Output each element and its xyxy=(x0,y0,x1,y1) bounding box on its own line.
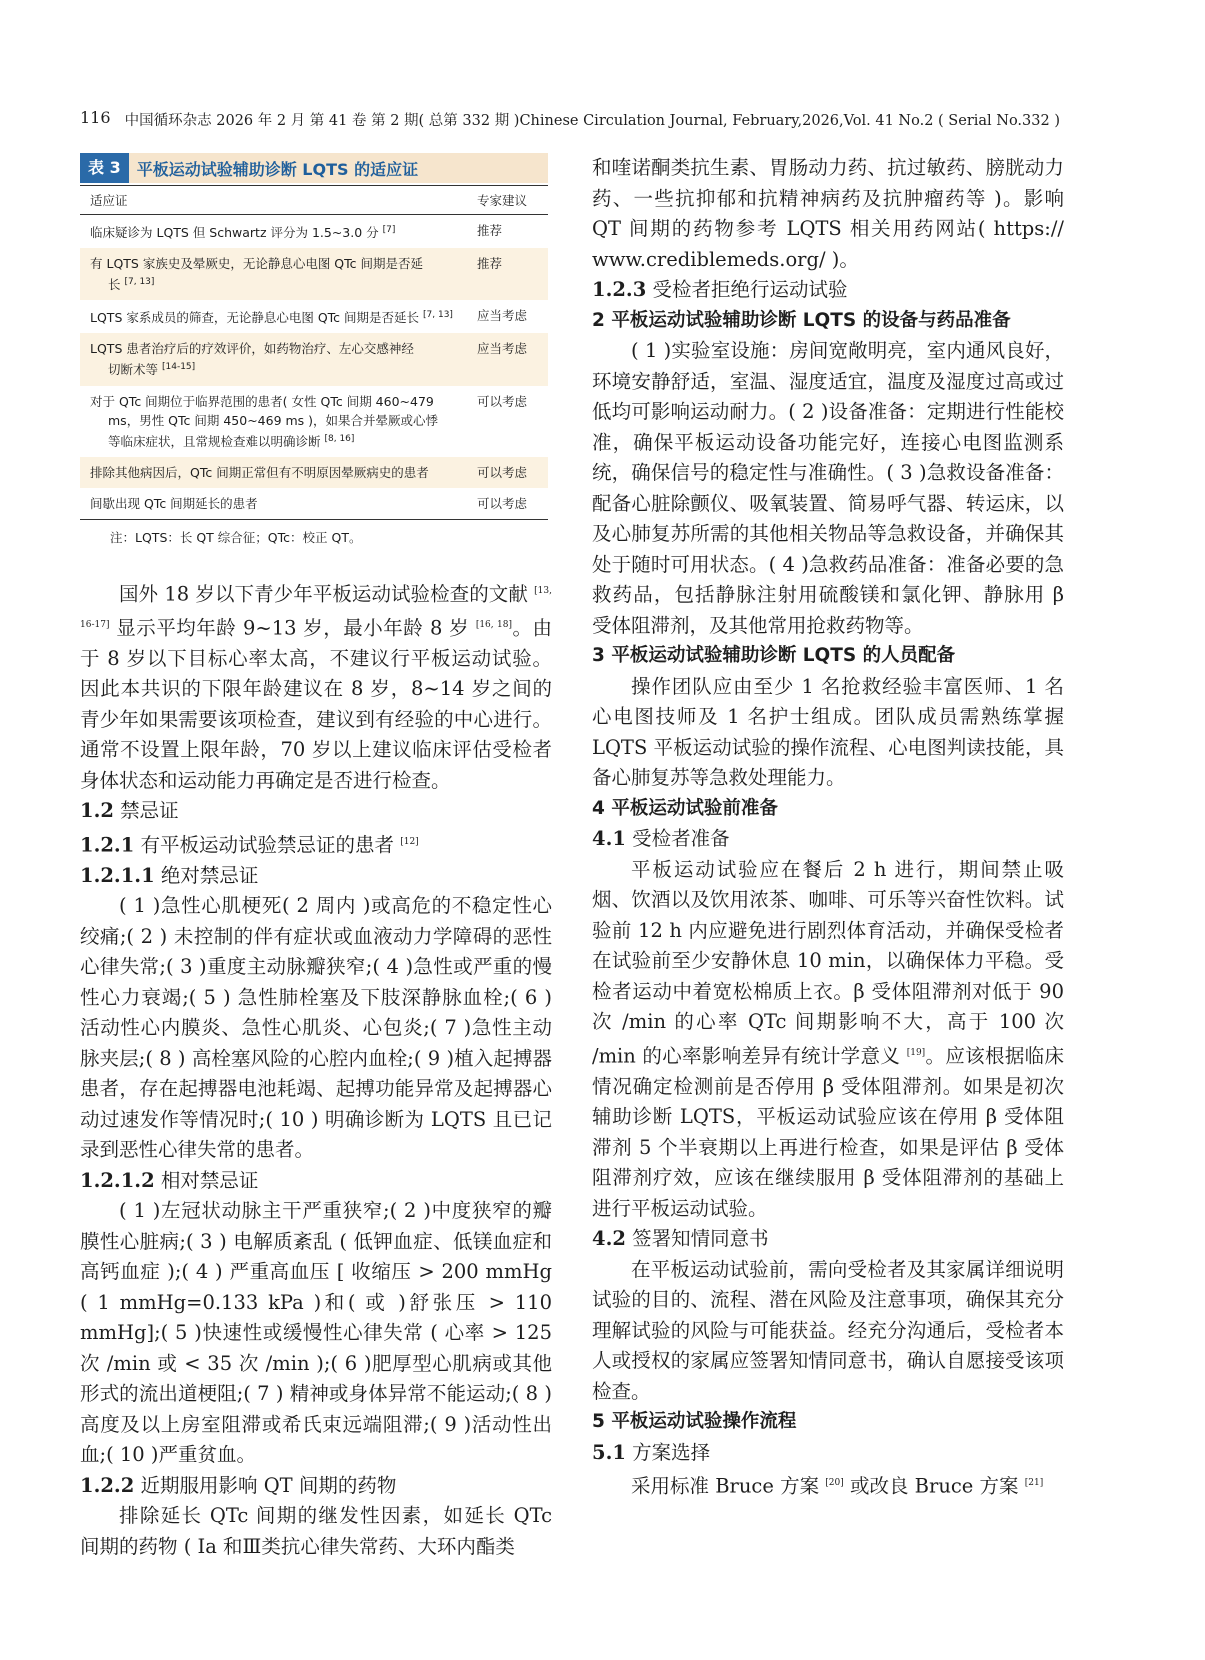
citation: [12] xyxy=(400,836,419,847)
section-heading: 5 平板运动试验操作流程 xyxy=(592,1411,797,1432)
indication-table xyxy=(80,153,548,546)
table-row xyxy=(80,488,548,519)
journal-citation: 中国循环杂志 2026 年 2 月 第 41 卷 第 2 期( 总第 332 期 )Chinese Circulation Journal, February,2026,Vol. 41 No.2 ( Serial No.332 ) xyxy=(124,113,1060,129)
table-row xyxy=(80,215,548,248)
citation: [8, 16] xyxy=(324,433,355,444)
recommendation: 可以考虑 xyxy=(477,495,528,511)
paragraph: ( 1 )实验室设施：房间宽敞明亮，室内通风良好，环境安静舒适，室温、湿度适宜，温度及湿度过高或过低均可影响运动耐力。( 2 )设备准备：定期进行性能校准，确保平板运动设备功能完好，连接心电图监测系统，确保信号的稳定性与准确性。( 3 )急救设备准备：配备心脏除颤仪、吸氧装置、简易呼气器、转运床，以及心肺复苏所需的其他相关物品等急救设备，并确保其处于随时可用状态。( 4 )急救药品准备：准备必要的急救药品，包括静脉注射用硫酸镁和氯化钾、静脉用 β 受体阻滞剂，及其他常用抢救药物等。 xyxy=(592,339,1064,637)
citation: [21] xyxy=(1024,1478,1044,1488)
recommendation: 可以考虑 xyxy=(477,464,528,480)
paragraph: ( 1 )急性心肌梗死( 2 周内 )或高危的不稳定性心绞痛;( 2 ) 未控制的伴有症状或血液动力学障碍的恶性心律失常;( 3 )重度主动脉瓣狭窄;( 4 )急性或严重的慢性心力衰竭;( 5 ) 急性肺栓塞及下肢深静脉血栓;( 6 ) 活动性心内膜炎、急性心肌炎、心包炎;( 7 )急性主动脉夹层;( 8 ) 高栓塞风险的心腔内血栓;( 9 )植入起搏器患者，存在起搏器电池耗竭、起搏功能异常及起搏器心动过速发作等情况时;( 10 ) 明确诊断为 LQTS 且已记录到恶性心律失常的患者。 xyxy=(80,894,552,1162)
recommendation: 应当考虑 xyxy=(477,308,528,324)
citation: [19] xyxy=(906,1047,926,1058)
table-header-row xyxy=(80,185,548,215)
section-heading: 1.2 禁忌证 xyxy=(80,799,179,823)
citation: [7, 13] xyxy=(124,277,155,288)
indication-text-cont: 切断术等 xyxy=(108,362,159,378)
section-heading: 1.2.2 近期服用影响 QT 间期的药物 xyxy=(80,1473,397,1497)
section-heading: 1.2.1.1 绝对禁忌证 xyxy=(80,863,259,887)
table-title: 平板运动试验辅助诊断 LQTS 的适应证 xyxy=(136,159,419,179)
citation: [7, 13] xyxy=(423,310,453,321)
recommendation: 推荐 xyxy=(477,256,503,272)
table-row xyxy=(80,333,548,385)
indication-text: 对于 QTc 间期位于临界范围的患者( 女性 QTc 间期 460~479 xyxy=(90,393,434,409)
paragraph: ( 1 )左冠状动脉主干严重狭窄;( 2 )中度狭窄的瓣膜性心脏病;( 3 ) 电解质紊乱 ( 低钾血症、低镁血症和高钙血症 );( 4 ) 严重高血压 [ 收缩压 > 200 mmHg ( 1 mmHg=0.133 kPa )和( 或 )舒张压 > 110 mmHg];( 5 )快速性或缓慢性心律失常 ( 心率 > 125 次 /min 或 < 35 次 /min );( 6 )肥厚型心肌病或其他形式的流出道梗阻;( 7 ) 精神或身体异常不能运动;( 8 ) 高度及以上房室阻滞或希氏束远端阻滞;( 9 )活动性出血;( 10 )严重贫血。 xyxy=(80,1199,552,1467)
right-column xyxy=(592,153,1064,1502)
section-heading: 4.1 受检者准备 xyxy=(592,827,730,850)
recommendation: 应当考虑 xyxy=(477,341,528,357)
col-header-recommendation: 专家建议 xyxy=(477,193,528,208)
paragraph: 平板运动试验应在餐后 2 h 进行，期间禁止吸烟、饮酒以及饮用浓茶、咖啡、可乐等兴奋性饮料。试验前 12 h 内应避免进行剧烈体育活动，并确保受检者在试验前至少安静休息 10 min，以确保体力平稳。受检者运动中着宽松棉质上衣。β 受体阻滞剂对低于 90 次 /min 的心率 QTc 间期影响不大，高于 100 次 /min 的心率影响差异有统计学意义 [19]。应该根据临床情况确定检测前是否停用 β 受体阻滞剂。如果是初次辅助诊断 LQTS，平板运动试验应该在停用 β 受体阻滞剂 5 个半衰期以上再进行检查，如果是评估 β 受体阻滞剂疗效，应该在继续服用 β 受体阻滞剂的基础上进行平板运动试验。 xyxy=(592,857,1064,1220)
indication-text: LQTS 患者治疗后的疗效评价，如药物治疗、左心交感神经 xyxy=(90,341,414,357)
citation: [16, 18] xyxy=(475,619,512,630)
indication-text: LQTS 家系成员的筛查，无论静息心电图 QTc 间期是否延长 xyxy=(90,310,420,326)
section-heading: 1.2.1 有平板运动试验禁忌证的患者 [12] xyxy=(80,833,419,857)
table-row xyxy=(80,248,548,300)
paragraph: 采用标准 Bruce 方案 [20] 或改良 Bruce 方案 [21] xyxy=(631,1474,1044,1498)
paragraph: 操作团队应由至少 1 名抢救经验丰富医师、1 名心电图技师及 1 名护士组成。团队成员需熟练掌握 LQTS 平板运动试验的操作流程、心电图判读技能，具备心肺复苏等急救处理能力。 xyxy=(592,674,1064,789)
citation: [14-15] xyxy=(162,362,196,373)
indication-text-cont: ms，男性 QTc 间期 450~469 ms )，如果合并晕厥或心悸 xyxy=(108,412,439,428)
indication-text: 间歇出现 QTc 间期延长的患者 xyxy=(90,495,258,511)
paragraph: 国外 18 岁以下青少年平板运动试验检查的文献 [13, 16-17] 显示平均年龄 9~13 岁，最小年龄 8 岁 [16, 18]。由于 8 岁以下目标心率太高，不建议行平板运动试验。因此本共识的下限年龄建议在 8 岁，8~14 岁之间的青少年如果需要该项检查，建议到有经验的中心进行。通常不设置上限年龄，70 岁以上建议临床评估受检者身体状态和运动能力再确定是否进行检查。 xyxy=(80,582,553,792)
table-caption xyxy=(80,153,548,183)
citation: [20] xyxy=(825,1478,844,1488)
section-heading: 1.2.3 受检者拒绝行运动试验 xyxy=(592,278,848,301)
section-heading: 3 平板运动试验辅助诊断 LQTS 的人员配备 xyxy=(592,645,956,666)
table-row xyxy=(80,386,548,457)
paragraph: 和喹诺酮类抗生素、胃肠动力药、抗过敏药、膀胱动力药、一些抗抑郁和抗精神病药及抗肿瘤药等 )。影响 QT 间期的药物参考 LQTS 相关用药网站( https:// www.crediblemeds.org/ )。 xyxy=(592,156,1064,271)
table-note: 注：LQTS：长 QT 综合征；QTc：校正 QT。 xyxy=(110,529,362,545)
running-header xyxy=(80,108,1060,132)
section-heading: 5.1 方案选择 xyxy=(592,1440,711,1464)
col-header-indication: 适应证 xyxy=(90,193,128,208)
page-number: 116 xyxy=(80,108,111,127)
section-heading: 1.2.1.2 相对禁忌证 xyxy=(80,1168,259,1192)
section-heading: 4.2 签署知情同意书 xyxy=(592,1227,769,1250)
indication-text: 临床疑诊为 LQTS 但 Schwartz 评分为 1.5~3.0 分 xyxy=(90,225,379,241)
section-heading: 4 平板运动试验前准备 xyxy=(592,797,778,819)
citation: [13, 16-17] xyxy=(80,585,552,630)
indication-text: 排除其他病因后，QTc 间期正常但有不明原因晕厥病史的患者 xyxy=(90,464,429,480)
indication-text-cont: 等临床症状，且常规检查难以明确诊断 xyxy=(108,433,321,449)
paragraph: 排除延长 QTc 间期的继发性因素，如延长 QTc 间期的药物 ( Ⅰa 和Ⅲ类抗心律失常药、大环内酯类 xyxy=(80,1504,552,1558)
left-column xyxy=(80,153,552,1562)
citation: [7] xyxy=(382,225,396,235)
section-heading: 2 平板运动试验辅助诊断 LQTS 的设备与药品准备 xyxy=(592,309,1011,331)
recommendation: 可以考虑 xyxy=(477,393,528,409)
table-row xyxy=(80,300,548,333)
recommendation: 推荐 xyxy=(477,223,503,238)
indication-text: 有 LQTS 家族史及晕厥史，无论静息心电图 QTc 间期是否延 xyxy=(90,256,423,272)
table-row xyxy=(80,457,548,488)
paragraph: 在平板运动试验前，需向受检者及其家属详细说明试验的目的、流程、潜在风险及注意事项，确保其充分理解试验的风险与可能获益。经充分沟通后，受检者本人或授权的家属应签署知情同意书，确认自愿接受该项检查。 xyxy=(592,1257,1064,1403)
table-number: 表 3 xyxy=(80,153,129,183)
indication-text-cont: 长 xyxy=(108,277,121,293)
